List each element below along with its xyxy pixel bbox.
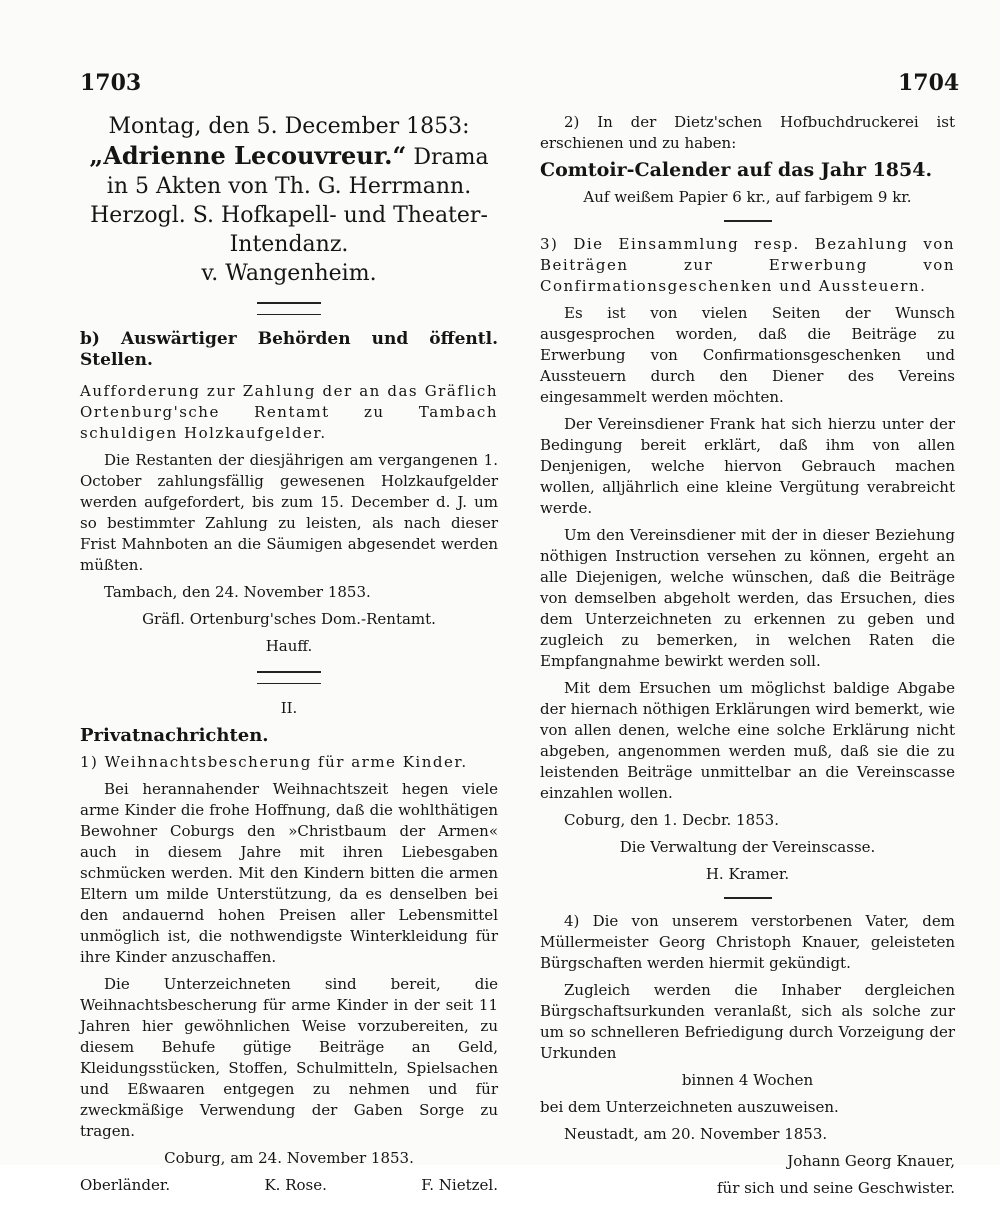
item1-signers — [80, 1175, 498, 1196]
notice-signer: v. Wangenheim. — [201, 261, 377, 286]
item3-place-date: Coburg, den 1. Decbr. 1853. — [564, 811, 779, 829]
left-column — [80, 112, 498, 1196]
page-number-right: 1704 — [898, 70, 960, 96]
aufforderung-body: Die Restanten der diesjährigen am vergangenen 1. October zahlungsfällig gewesenen Holzkaufgelder werden aufgefordert, bis zum 15. December d. J. um so bestimmter Zahlung zu leisten, als nach dieser Frist Mahnboten an die Säumigen abgesendet werden müßten. — [80, 451, 498, 574]
item3-paragraph-4: Mit dem Ersuchen um möglichst baldige Abgabe der hiernach nöthigen Erklärungen wird bemerkt, wie von allen denen, welche eine solche Erklärung nicht abgeben, angenommen werden muß, daß sie die zu leistenden Beiträge unmittelbar an die Vereinscasse einzahlen wollen. — [540, 679, 955, 802]
item2-price: Auf weißem Papier 6 kr., auf farbigem 9 kr. — [583, 188, 912, 206]
theater-notice — [80, 112, 498, 288]
divider-rule — [724, 897, 772, 899]
page-number-left: 1703 — [80, 70, 142, 96]
notice-office-line-2: Intendanz. — [229, 232, 349, 257]
item1-paragraph-2: Die Unterzeichneten sind bereit, die Weihnachtsbescherung für arme Kinder in der seit 11 Jahren hier gewöhnlichen Weise vorzubereiten, zu diesem Behufe gütige Beiträge an Geld, Kleidungsstücken, Stoffen, Schulmitteln, Spielsachen und Eßwaaren entgegen zu nehmen und für zweckmäßige Verwendung der Gaben Sorge zu tragen. — [80, 975, 498, 1140]
notice-author-line: in 5 Akten von Th. G. Herrmann. — [106, 174, 472, 199]
signer-3: F. Nietzel. — [421, 1176, 498, 1194]
section-ii-title: Privatnachrichten. — [80, 725, 269, 746]
item4-paragraph-1: 4) Die von unserem verstorbenen Vater, dem Müllermeister Georg Christoph Knauer, geleisteten Bürgschaften werden hiermit gekündigt. — [540, 912, 955, 972]
item3-paragraph-3: Um den Vereinsdiener mit der in dieser Beziehung nöthigen Instruction versehen zu können, ergeht an alle Diejenigen, welche wünschen, daß die Beiträge von demselben abgeholt werden, das Ersuchen, dies dem Unterzeichneten zu erkennen zu geben und zugleich zu bemerken, in welchen Raten die Empfangnahme bewirkt werden soll. — [540, 526, 955, 670]
item2-intro: 2) In der Dietz'schen Hofbuchdruckerei ist erschienen und zu haben: — [540, 113, 955, 152]
signer-2: K. Rose. — [264, 1176, 327, 1194]
item1-place-date: Coburg, am 24. November 1853. — [164, 1149, 414, 1167]
right-column — [540, 112, 955, 1205]
item4-paragraph-4: bei dem Unterzeichneten auszuweisen. — [540, 1098, 839, 1116]
divider-rule — [257, 302, 321, 315]
item4-signature-note: für sich und seine Geschwister. — [717, 1179, 955, 1197]
item3-signature-office: Die Verwaltung der Vereinscasse. — [619, 838, 876, 856]
item1-paragraph-1: Bei herannahender Weihnachtszeit hegen viele arme Kinder die frohe Hoffnung, daß die wohlthätigen Bewohner Coburgs den »Christbaum der Armen« auch in diesem Jahre mit ihren Liebesgaben schmücken werden. Mit den Kindern bitten die armen Eltern um milde Unterstützung, da es denselben bei den andauernd hohen Preisen aller Lebensmittel unmöglich ist, die nothwendigste Winterkleidung für ihre Kinder anzuschaffen. — [80, 780, 498, 966]
signer-1: Oberländer. — [80, 1176, 171, 1194]
aufforderung-title: Aufforderung zur Zahlung der an das Gräflich Ortenburg'sche Rentamt zu Tambach schuldigen Holzkaufgelder. — [80, 382, 498, 442]
notice-date-line: Montag, den 5. December 1853: — [108, 114, 470, 139]
section-b-heading: b) Auswärtiger Behörden und öffentl. Stellen. — [80, 329, 498, 370]
aufforderung-signature-office: Gräfl. Ortenburg'sches Dom.-Rentamt. — [142, 610, 436, 628]
aufforderung-place-date: Tambach, den 24. November 1853. — [104, 583, 371, 601]
notice-office-line: Herzogl. S. Hofkapell- und Theater- — [90, 203, 488, 228]
notice-title-line — [80, 141, 498, 172]
item4-deadline: binnen 4 Wochen — [681, 1071, 814, 1089]
item4-place-date: Neustadt, am 20. November 1853. — [564, 1125, 828, 1143]
item3-paragraph-2: Der Vereinsdiener Frank hat sich hierzu unter der Bedingung bereit erklärt, daß ihm von allen Denjenigen, welche hiervon Gebrauch machen wollen, alljährlich eine kleine Vergütung verabreicht werde. — [540, 415, 955, 517]
item4-paragraph-2: Zugleich werden die Inhaber dergleichen Bürgschaftsurkunden veranlaßt, sich als solche zur um so schnelleren Befriedigung durch Vorzeigung der Urkunden — [540, 981, 955, 1062]
divider-rule — [724, 220, 772, 222]
play-title: „Adrienne Lecouvreur.“ — [89, 141, 407, 170]
item1-title: 1) Weihnachtsbescherung für arme Kinder. — [80, 753, 468, 771]
play-genre: Drama — [413, 145, 489, 170]
divider-rule — [257, 671, 321, 684]
item3-signature-name: H. Kramer. — [705, 865, 790, 883]
item4-signature-name: Johann Georg Knauer, — [787, 1152, 955, 1170]
item3-title: 3) Die Einsammlung resp. Bezahlung von Beiträgen zur Erwerbung von Confirmationsgeschenken und Aussteuern. — [540, 235, 955, 295]
item3-paragraph-1: Es ist von vielen Seiten der Wunsch ausgesprochen worden, daß die Beiträge zu Erwerbung von Confirmationsgeschenken und Aussteuern durch den Diener des Vereins eingesammelt werden möchten. — [540, 304, 955, 406]
aufforderung-signature-name: Hauff. — [265, 637, 313, 655]
item2-title: Comtoir-Calender auf das Jahr 1854. — [540, 159, 933, 181]
section-ii-number: II. — [280, 699, 298, 717]
